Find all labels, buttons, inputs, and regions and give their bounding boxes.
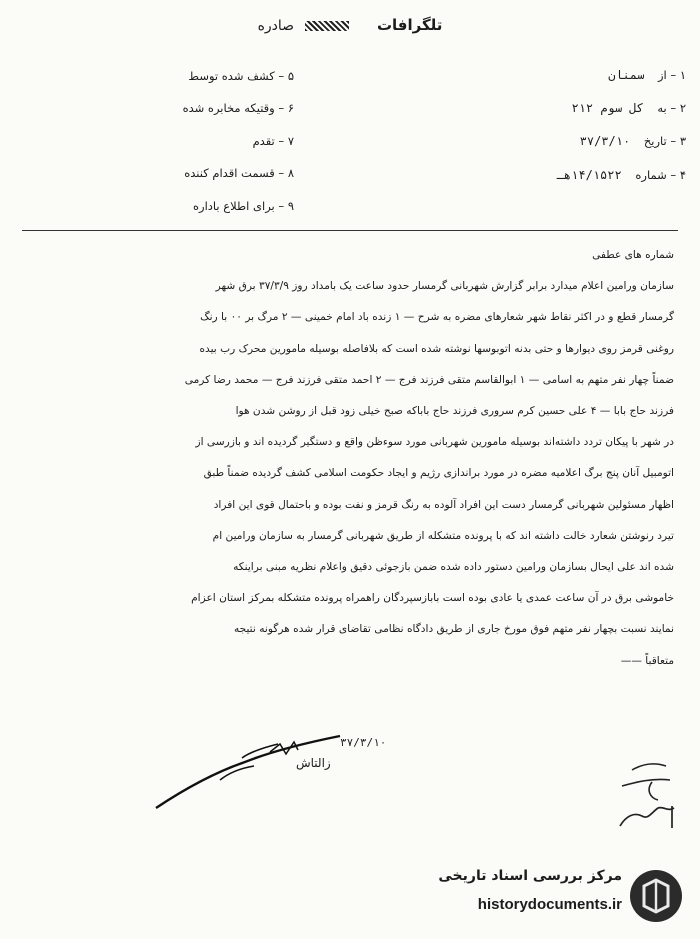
title-redaction [305, 21, 349, 31]
divider-line [22, 230, 678, 231]
handwritten-initials [612, 756, 692, 846]
archive-watermark [400, 862, 690, 934]
form-field-from [608, 68, 686, 82]
form-label: ۲ – به [657, 101, 686, 115]
archive-logo-icon [628, 868, 684, 924]
body-line: اظهار مسئولین شهربانی گرمسار دست این افراد آلوده به رنگ قرمز و نفت بوده و باحتمال قوی این افراد [213, 498, 674, 511]
body-line: سازمان ورامین اعلام میدارد برابر گزارش شهربانی گرمسار حدود ساعت یک بامداد روز ۳۷/۳/۹ برق شهر [215, 280, 674, 293]
form-label: ۴ – شماره [635, 168, 686, 182]
body-line: اتومبیل آنان پنج برگ اعلامیه مضره در مورد براندازی رژیم و ایجاد حکومت اسلامی کشف گردیده ضمناً طبق [203, 467, 674, 480]
body-line: روغنی قرمز روی دیوارها و حتی بدنه اتوبوسها نوشته شده است که بلافاصله بوسیله مامورین محرک رب بیده [199, 342, 674, 355]
form-field-sent-when: ۶ – وقتیکه مخابره شده [182, 101, 294, 115]
form-field-action-section: ۸ – قسمت اقدام کننده [184, 166, 294, 180]
body-line: ضمناً چهار نفر متهم به اسامی — ۱ ابوالقاسم متقی فرزند فرج — ۲ احمد متقی فرزند فرج — محمد رضا کرمی [184, 373, 674, 386]
form-value: کل سوم ۲۱۲ [571, 101, 644, 115]
body-line-closing: متعاقباً —— [620, 654, 674, 667]
form-value: ۱۴/۱۵۲۲هـ [556, 168, 622, 182]
reference-numbers-label: شماره های عطفی [592, 249, 674, 261]
form-field-info-office: ۹ – برای اطلاع باداره [193, 199, 294, 213]
signature-name: زالتاش [296, 756, 331, 770]
form-field-priority: ۷ – تقدم [252, 134, 294, 148]
body-line: شده اند علی ایحال بسازمان ورامین دستور داده شده ضمن بازجوئی دقیق واعلام نظریه مبنی براینکه [233, 561, 674, 574]
form-field-decoded-by: ۵ – کشف شده توسط [188, 69, 294, 83]
form-field-date [580, 134, 686, 148]
title-main: تلگرافات [376, 16, 443, 34]
body-line: گرمسار قطع و در اکثر نقاط شهر شعارهای مضره به شرح — ۱ زنده باد امام خمینی — ۲ مرگ بر ۰۰ با رنگ [200, 311, 674, 324]
form-label: ۳ – تاریخ [643, 134, 686, 148]
form-field-to [571, 101, 686, 115]
body-line: تیرد رنوشتن شعارد خالت داشته اند که با پرونده متشکله از طریق شهربانی گرمسار به سازمان ورامین ام [212, 529, 674, 542]
body-line: فرزند حاج بابا — ۴ علی حسین کرم سروری فرزند حاج باباکه صبح خیلی زود قبل از روشن شدن هوا [235, 405, 674, 418]
form-value: سمنان [608, 68, 645, 82]
signature-date: ۳۷/۳/۱۰ [340, 736, 387, 749]
watermark-url: historydocuments.ir [477, 896, 622, 913]
body-line: در شهر با پیکان تردد داشته‌اند بوسیله مامورین شهربانی مورد سوءظن واقع و دستگیر گردیده اند و بازرسی از [195, 436, 674, 449]
body-line: نمایند نسبت بچهار نفر متهم فوق مورخ جاری از طریق دادگاه نظامی تقاضای قرار شده هرگونه نتیجه [233, 623, 674, 636]
form-field-number [557, 168, 686, 182]
watermark-title: مرکز بررسی اسناد تاریخی [438, 868, 622, 884]
telegram-body [22, 240, 674, 677]
title-subtitle: صادره [257, 18, 295, 34]
form-label: ۱ – از [658, 68, 686, 82]
form-value: ۳۷/۳/۱۰ [579, 134, 631, 148]
telegram-title [0, 16, 700, 34]
body-line: خاموشی برق در آن ساعت عمدی یا عادی بوده است بابازسپردگان راهمراه پرونده متشکله بمرکز استان اعزام [191, 592, 674, 605]
